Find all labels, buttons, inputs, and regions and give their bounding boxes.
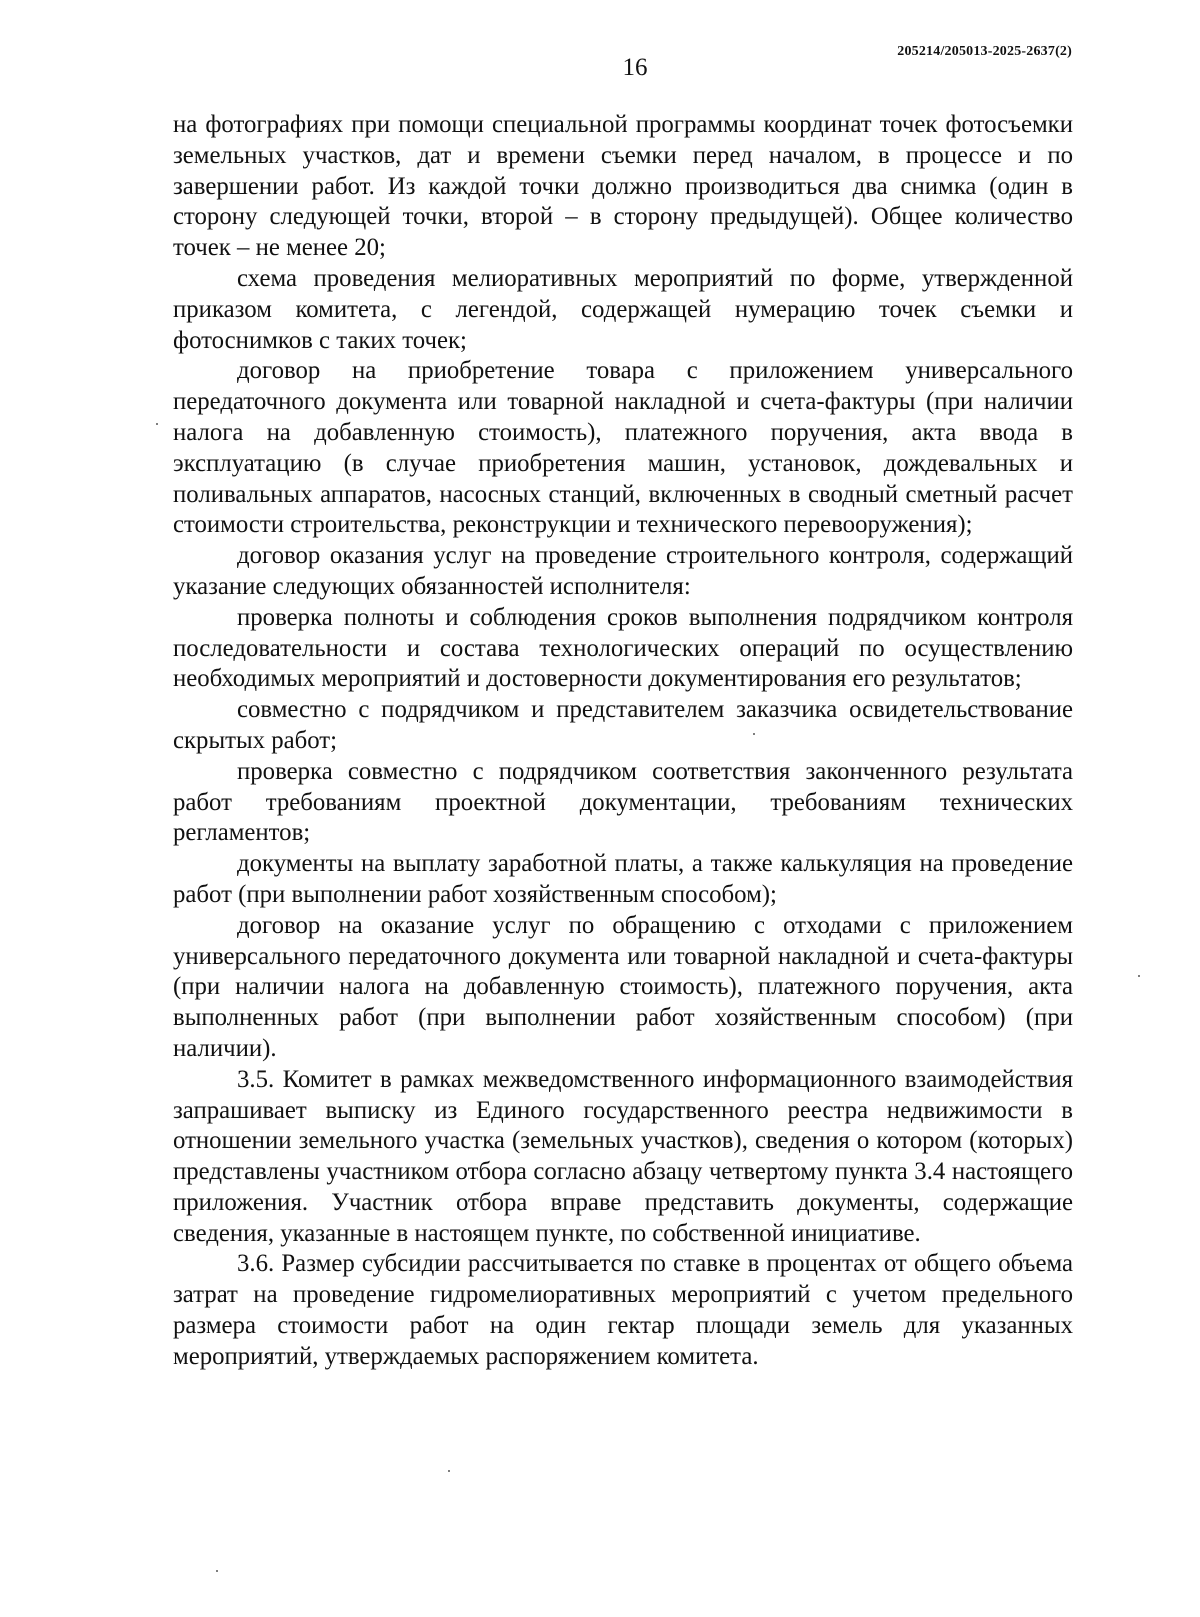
- document-code: 205214/205013-2025-2637(2): [897, 44, 1072, 59]
- paragraph-wages-documents: документы на выплату заработной платы, а также калькуляция на проведение работ (при выполнении работ хозяйственным способом);: [173, 850, 1073, 908]
- scan-speck: [156, 423, 158, 425]
- scan-speck: [1138, 975, 1140, 977]
- page-number: 16: [622, 54, 648, 81]
- paragraph-scheme: схема проведения мелиоративных мероприятий по форме, утвержденной приказом комитета, с легендой, содержащей нумерацию точек съемки и фотоснимков с таких точек;: [173, 264, 1073, 354]
- paragraph-purchase-contract: договор на приобретение товара с приложением универсального передаточного документа или товарной накладной и счета-фактуры (при наличии налога на добавленную стоимость), платежного поручения, акта ввода в эксплуатацию (в случае приобретения машин, установок, дождевальных и поливальных аппаратов, насосных станций, включенных в сводный сметный расчет стоимости строительства, реконструкции и технического перевооружения);: [173, 357, 1073, 539]
- paragraph-compliance-check: проверка совместно с подрядчиком соответствия законченного результата работ требованиям проектной документации, требованиям технических регламентов;: [173, 757, 1073, 847]
- paragraph-waste-contract: договор на оказание услуг по обращению с отходами с приложением универсального передаточного документа или товарной накладной и счета-фактуры (при наличии налога на добавленную стоимость), платежного поручения, акта выполненных работ (при выполнении работ хозяйственным способом) (при наличии).: [173, 911, 1073, 1062]
- paragraph-hidden-works: совместно с подрядчиком и представителем заказчика освидетельствование скрытых работ;: [173, 696, 1073, 754]
- paragraph-photos: на фотографиях при помощи специальной программы координат точек фотосъемки земельных участков, дат и времени съемки перед началом, в процессе и по завершении работ. Из каждой точки должно производиться два снимка (один в сторону следующей точки, второй – в сторону предыдущей). Общее количество точек – не менее 20;: [173, 111, 1073, 262]
- scan-speck: [753, 733, 755, 735]
- scan-speck: [448, 1470, 450, 1472]
- paragraph-construction-control-contract: договор оказания услуг на проведение строительного контроля, содержащий указание следующих обязанностей исполнителя:: [173, 542, 1073, 600]
- scan-speck: [216, 1570, 218, 1572]
- paragraph-section-3-5: 3.5. Комитет в рамках межведомственного информационного взаимодействия запрашивает выписку из Единого государственного реестра недвижимости в отношении земельного участка (земельных участков), сведения о котором (которых) представлены участником отбора согласно абзацу четвертому пункта 3.4 настоящего приложения. Участник отбора вправе представить документы, содержащие сведения, указанные в настоящем пункте, по собственной инициативе.: [173, 1065, 1073, 1247]
- paragraph-completeness-check: проверка полноты и соблюдения сроков выполнения подрядчиком контроля последовательности и состава технологических операций по осуществлению необходимых мероприятий и достоверности документирования его результатов;: [173, 603, 1073, 693]
- document-body: [173, 110, 1073, 1373]
- paragraph-section-3-6: 3.6. Размер субсидии рассчитывается по ставке в процентах от общего объема затрат на проведение гидромелиоративных мероприятий с учетом предельного размера стоимости работ на один гектар площади земель для указанных мероприятий, утверждаемых распоряжением комитета.: [173, 1250, 1073, 1370]
